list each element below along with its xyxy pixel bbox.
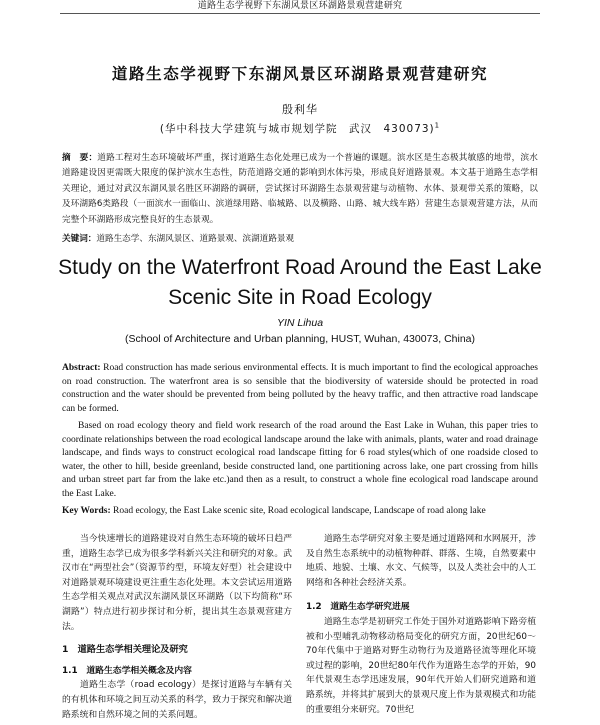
running-header: 道路生态学视野下东湖风景区环湖路景观营建研究 <box>197 1 403 11</box>
header-rule <box>60 13 540 14</box>
en-abstract-p1 <box>62 362 538 416</box>
cn-affiliation <box>0 121 600 136</box>
en-abstract-p2: Based on road ecology theory and field work research of the road around the East Lake in Wuhan, this paper tries to coordinate relationships between the road ecological landscape around the lake with animals, plants, water and road drainage landscape, and finds ways to construct ecological road landscape fitting for 6 road styles(which of one roadside closed to water, the other to hill, beside greenland, beside constructed land, one partitioning across lake, one part crossing from hills and urban street part far from the lake etc.)and then as a result, to construct a whole fine ecological road landscape around the East Lake. <box>62 421 538 499</box>
right-intro-paragraph: 道路生态学研究对象主要是通过道路网和水网展开，涉及自然生态系统中的动植物种群、群落、生境，自然要素中地质、地貌、土壤、水文、气候等，以及人类社会中的人工网络和各种社会经济关系。 <box>306 534 536 588</box>
section1-1-heading: 1.1 道路生态学相关概念及内容 <box>62 665 192 676</box>
cn-abstract-label: 摘 要： <box>62 153 98 163</box>
cn-affiliation-sup: 1 <box>434 121 441 130</box>
cn-keywords-text: 道路生态学、东湖风景区、道路景观、滨湖道路景观 <box>96 234 295 244</box>
cn-keywords-label: 关键词： <box>62 234 97 244</box>
en-abstract-p1-text: Road construction has made serious environmental effects. It is much important to find the ecological approaches on road construction. The waterfront area is so sensible that the biodiversity of waterside should be protected in road construction and the water should be prevented from being polluted by the heavy traffic, and then attractive road landscape can be formed. <box>62 363 539 414</box>
en-keywords-text: Road ecology, the East Lake scenic site, Road ecological landscape, Landscape of road along lake <box>113 506 486 516</box>
en-title-line2: Scenic Site in Road Ecology <box>168 286 432 309</box>
en-abstract-label: Abstract: <box>62 363 101 373</box>
en-title <box>0 253 600 313</box>
cn-affiliation-text: (华中科技大学建筑与城市规划学院 武汉 430073) <box>159 123 435 135</box>
en-keywords <box>62 505 538 518</box>
en-keywords-label: Key Words: <box>62 506 111 516</box>
body-right-column <box>306 532 536 717</box>
section1-heading: 1 道路生态学相关理论及研究 <box>62 644 188 656</box>
left-intro-paragraph: 当今快速增长的道路建设对自然生态环境的破坏日趋严重，道路生态学已成为很多学科新兴关注和研究的对象。武汉市在“两型社会”（资源节约型，环境友好型）社会建设中对道路景观环境建设更注重生态化处理。本文尝试运用道路生态学相关观点对武汉东湖风景区环湖路（以下均简称“环湖路”）特点进行初步探讨和分析，提出其生态景观营建方法。 <box>62 534 292 632</box>
en-author: YIN Lihua <box>276 317 324 329</box>
body-left-column <box>62 532 292 722</box>
cn-abstract <box>62 151 538 228</box>
en-title-line1: Study on the Waterfront Road Around the East Lake <box>58 256 542 279</box>
cn-keywords <box>62 233 538 246</box>
section1-2-heading: 1.2 道路生态学研究进展 <box>306 602 410 613</box>
cn-title: 道路生态学视野下东湖风景区环湖路景观营建研究 <box>111 65 489 83</box>
en-affiliation: (School of Architecture and Urban planning, HUST, Wuhan, 430073, China) <box>124 333 475 345</box>
cn-abstract-text: 道路工程对生态环境破坏严重，探讨道路生态化处理已成为一个普遍的课题。滨水区是生态极其敏感的地带，滨水道路建设因更需既大限度的保护滨水生态性，防范道路交通的影响到水体污染，形成良好道路景观。本文基于道路生态学相关理论，通过对武汉东湖风景名胜区环湖路的调研，尝试探讨环湖路生态景观营建与动植物、水体、景观带关系的策略，以及环湖路6类路段（一面滨水一面临山、滨道绿用路、临城路、以及横路、山路、城大线车路）营建生态景观营建方法，从而完整个环湖路形成完整良好的生态景观。 <box>62 153 538 225</box>
section1-1-paragraph: 道路生态学（road ecology）是探讨道路与车辆有关的有机体和环境之间互动关系的科学，致力于探究和解决道路系统和自然环境之间的关系问题。 <box>62 680 292 720</box>
section1-2-paragraph: 道路生态学是初研究工作处于国外对道路影响下路旁植被和小型哺乳动物移动格局变化的研究方面，20世纪60～70年代集中于道路对野生动物行为及道路径流等理化环境或过程的影响，20世纪80年代作为道路生态学的开始，90年代景观生态学迅速发展，90年代开始人们研究道路和道路系统，并将其扩展到大的景观尺度上作为景观模式和功能的重要组分来研究。70世纪 <box>306 616 536 715</box>
en-abstract <box>62 362 538 501</box>
cn-author: 殷利华 <box>282 103 318 116</box>
